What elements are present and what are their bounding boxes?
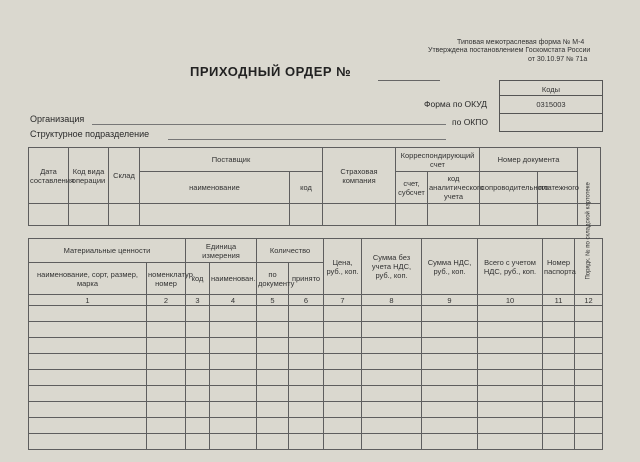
entry-cell[interactable] [257, 306, 289, 322]
payment-doc-cell[interactable] [538, 204, 578, 226]
entry-cell[interactable] [147, 434, 186, 450]
table-row [29, 322, 603, 338]
entry-cell[interactable] [478, 386, 543, 402]
entry-cell[interactable] [422, 434, 478, 450]
entry-cell[interactable] [186, 354, 210, 370]
form-type-note: Типовая межотраслевая форма № М-4 [457, 39, 585, 46]
department-label: Структурное подразделение [30, 129, 150, 139]
entry-cell[interactable] [422, 338, 478, 354]
entry-cell[interactable] [362, 370, 422, 386]
entry-cell[interactable] [362, 418, 422, 434]
entry-cell[interactable] [575, 322, 603, 338]
column-number: 6 [289, 295, 324, 306]
insurance-cell[interactable] [323, 204, 396, 226]
item-number-header: номенклатур. номер [147, 263, 186, 295]
entry-cell[interactable] [257, 370, 289, 386]
entry-cell[interactable] [147, 370, 186, 386]
column-number: 8 [362, 295, 422, 306]
entry-cell[interactable] [210, 370, 257, 386]
analytic-code-cell[interactable] [428, 204, 480, 226]
entry-cell[interactable] [210, 386, 257, 402]
date-cell[interactable] [29, 204, 69, 226]
entry-cell[interactable] [147, 322, 186, 338]
entry-cell[interactable] [478, 306, 543, 322]
entry-cell[interactable] [257, 434, 289, 450]
entry-cell[interactable] [478, 402, 543, 418]
doc-number-header: Номер документа [480, 148, 578, 172]
entry-cell[interactable] [575, 338, 603, 354]
column-number-row [29, 295, 603, 306]
entry-cell[interactable] [29, 418, 147, 434]
supplier-name-header: наименование [140, 172, 290, 204]
entry-cell[interactable] [257, 322, 289, 338]
entry-cell[interactable] [147, 354, 186, 370]
entry-cell[interactable] [186, 370, 210, 386]
entry-cell[interactable] [362, 338, 422, 354]
entry-cell[interactable] [29, 386, 147, 402]
okpo-value-field[interactable] [499, 114, 603, 132]
entry-cell[interactable] [257, 354, 289, 370]
passport-no-header: Номер паспорта [543, 239, 575, 295]
entry-cell[interactable] [29, 322, 147, 338]
entry-cell[interactable] [575, 418, 603, 434]
entry-cell[interactable] [324, 370, 362, 386]
entry-cell[interactable] [324, 402, 362, 418]
supplier-code-cell[interactable] [290, 204, 323, 226]
table-row [29, 386, 603, 402]
entry-cell[interactable] [324, 418, 362, 434]
okpo-label: по ОКПО [452, 117, 488, 127]
entry-cell[interactable] [478, 370, 543, 386]
organization-field[interactable] [92, 124, 446, 125]
entry-cell[interactable] [422, 306, 478, 322]
entry-cell[interactable] [362, 402, 422, 418]
approval-note: Утверждена постановлением Госкомстата России [428, 47, 591, 54]
entry-cell[interactable] [210, 418, 257, 434]
page-title: ПРИХОДНЫЙ ОРДЕР № [190, 64, 352, 79]
entry-cell[interactable] [186, 338, 210, 354]
table-row [29, 370, 603, 386]
entry-cell[interactable] [422, 402, 478, 418]
entry-cell[interactable] [289, 306, 324, 322]
table-row [29, 402, 603, 418]
column-number: 10 [478, 295, 543, 306]
entry-cell[interactable] [543, 370, 575, 386]
entry-cell[interactable] [29, 434, 147, 450]
total-vat-header: Всего с учетом НДС, руб., коп. [478, 239, 543, 295]
warehouse-header: Склад [109, 148, 140, 204]
entry-cell[interactable] [478, 434, 543, 450]
entry-cell[interactable] [543, 338, 575, 354]
entry-cell[interactable] [575, 354, 603, 370]
entry-cell[interactable] [289, 402, 324, 418]
entry-cell[interactable] [422, 322, 478, 338]
entry-cell[interactable] [543, 402, 575, 418]
entry-cell[interactable] [289, 386, 324, 402]
column-number: 3 [186, 295, 210, 306]
column-number: 5 [257, 295, 289, 306]
entry-cell[interactable] [289, 418, 324, 434]
approval-date-note: от 30.10.97 № 71а [528, 56, 588, 63]
entry-cell[interactable] [29, 306, 147, 322]
entry-cell[interactable] [575, 434, 603, 450]
material-name-header: наименование, сорт, размер, марка [29, 263, 147, 295]
entry-cell[interactable] [324, 306, 362, 322]
entry-cell[interactable] [186, 386, 210, 402]
entry-cell[interactable] [575, 306, 603, 322]
column-number: 11 [543, 295, 575, 306]
entry-cell[interactable] [257, 402, 289, 418]
unit-name-header: наименован. [210, 263, 257, 295]
entry-cell[interactable] [543, 386, 575, 402]
entry-cell[interactable] [478, 354, 543, 370]
entry-cell[interactable] [478, 418, 543, 434]
entry-cell[interactable] [210, 402, 257, 418]
entry-cell[interactable] [257, 386, 289, 402]
entry-cell[interactable] [29, 354, 147, 370]
quantity-header: Количество [257, 239, 324, 263]
entry-cell[interactable] [422, 386, 478, 402]
codes-label: Коды [541, 85, 561, 94]
entry-cell[interactable] [324, 322, 362, 338]
entry-cell[interactable] [210, 322, 257, 338]
vat-sum-header: Сумма НДС, руб., коп. [422, 239, 478, 295]
unit-code-header: код [186, 263, 210, 295]
entry-cell[interactable] [186, 434, 210, 450]
accompanying-doc-cell[interactable] [480, 204, 538, 226]
entry-cell[interactable] [422, 354, 478, 370]
price-header: Цена, руб., коп. [324, 239, 362, 295]
column-number: 9 [422, 295, 478, 306]
department-field[interactable] [168, 139, 446, 140]
entry-cell[interactable] [362, 434, 422, 450]
okud-label: Форма по ОКУД [424, 99, 487, 109]
qty-doc-header: по документу [257, 263, 289, 295]
column-number: 4 [210, 295, 257, 306]
entry-cell[interactable] [186, 402, 210, 418]
entry-cell[interactable] [147, 418, 186, 434]
column-number: 7 [324, 295, 362, 306]
entry-cell[interactable] [257, 418, 289, 434]
supplier-name-cell[interactable] [140, 204, 290, 226]
entry-cell[interactable] [543, 322, 575, 338]
supplier-code-header: код [290, 172, 323, 204]
entry-cell[interactable] [575, 402, 603, 418]
entry-cell[interactable] [575, 386, 603, 402]
entry-cell[interactable] [324, 386, 362, 402]
entry-cell[interactable] [543, 306, 575, 322]
account-cell[interactable] [396, 204, 428, 226]
entry-cell[interactable] [478, 338, 543, 354]
entry-cell[interactable] [478, 322, 543, 338]
entry-cell[interactable] [422, 370, 478, 386]
payment-doc-header: платежного [538, 172, 578, 204]
entry-cell[interactable] [210, 434, 257, 450]
table-row [29, 434, 603, 450]
order-number-field[interactable] [378, 80, 440, 81]
sum-no-vat-header: Сумма без учета НДС, руб., коп. [362, 239, 422, 295]
entry-cell[interactable] [362, 322, 422, 338]
entry-cell[interactable] [210, 306, 257, 322]
supplier-header: Поставщик [140, 148, 323, 172]
entry-cell[interactable] [186, 322, 210, 338]
entry-cell[interactable] [210, 354, 257, 370]
entry-cell[interactable] [186, 306, 210, 322]
corr-account-header: Корреспондирующий счет [396, 148, 480, 172]
entry-cell[interactable] [422, 418, 478, 434]
header-data-row [29, 204, 601, 226]
table-row [29, 338, 603, 354]
entry-cell[interactable] [289, 354, 324, 370]
entry-cell[interactable] [29, 370, 147, 386]
entry-cell[interactable] [29, 402, 147, 418]
entry-cell[interactable] [324, 434, 362, 450]
op-code-cell[interactable] [69, 204, 109, 226]
table-row [29, 306, 603, 322]
entry-cell[interactable] [186, 418, 210, 434]
qty-accepted-header: принято [289, 263, 324, 295]
organization-label: Организация [30, 114, 85, 124]
entry-cell[interactable] [289, 322, 324, 338]
entry-cell[interactable] [29, 338, 147, 354]
entry-cell[interactable] [543, 354, 575, 370]
entry-cell[interactable] [289, 338, 324, 354]
column-number: 12 [575, 295, 603, 306]
entry-cell[interactable] [147, 402, 186, 418]
material-header: Материальные ценности [29, 239, 186, 263]
table-row [29, 354, 603, 370]
op-code-header: Код вида операции [69, 148, 109, 204]
insurance-header: Страховая компания [323, 148, 396, 204]
analytic-code-header: код аналитического учета [428, 172, 480, 204]
header-table [28, 147, 601, 226]
accompanying-doc-header: сопроводительного [480, 172, 538, 204]
unit-header: Единица измерения [186, 239, 257, 263]
table-row [29, 418, 603, 434]
card-no-header: Порядк. № по складской картотеке [585, 181, 592, 279]
entry-cell[interactable] [324, 338, 362, 354]
entry-cell[interactable] [147, 306, 186, 322]
entry-cell[interactable] [575, 370, 603, 386]
entry-cell[interactable] [543, 434, 575, 450]
warehouse-cell[interactable] [109, 204, 140, 226]
entry-cell[interactable] [289, 370, 324, 386]
column-number: 2 [147, 295, 186, 306]
entry-cell[interactable] [324, 354, 362, 370]
column-number: 1 [29, 295, 147, 306]
entry-cell[interactable] [147, 386, 186, 402]
entry-cell[interactable] [362, 386, 422, 402]
okud-value: 0315003 [536, 100, 566, 109]
entry-cell[interactable] [210, 338, 257, 354]
entry-cell[interactable] [147, 338, 186, 354]
date-header: Дата составления [29, 148, 69, 204]
entry-cell[interactable] [362, 354, 422, 370]
entry-cell[interactable] [362, 306, 422, 322]
account-header: счет, субсчет [396, 172, 428, 204]
entry-cell[interactable] [257, 338, 289, 354]
entry-cell[interactable] [543, 418, 575, 434]
entry-cell[interactable] [289, 434, 324, 450]
